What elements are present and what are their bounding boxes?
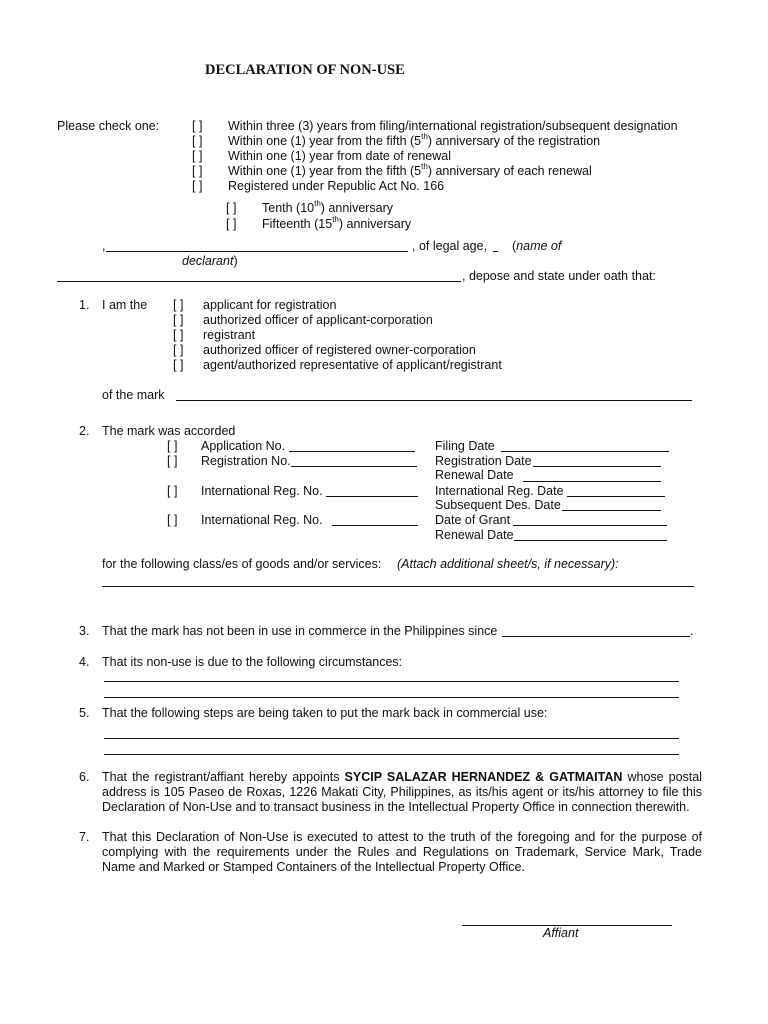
classes-label: for the following class/es of goods and/or services:	[102, 557, 382, 571]
intl-reg-date-line[interactable]	[567, 496, 665, 497]
circumstances-line-1[interactable]	[104, 681, 679, 682]
declarant-word: declarant)	[182, 254, 238, 268]
item1-number: 1.	[79, 298, 90, 312]
intl-reg-date-label: International Reg. Date	[435, 484, 564, 498]
filing-date-label: Filing Date	[435, 439, 495, 453]
checkbox-opt1[interactable]: [ ]	[192, 119, 203, 133]
item6-number: 6.	[79, 770, 90, 784]
item1-checkbox[interactable]: [ ]	[173, 298, 184, 312]
declarant-name-line[interactable]	[106, 251, 408, 252]
renewal-date-line[interactable]	[523, 481, 661, 482]
item1-option: applicant for registration	[203, 298, 337, 312]
of-the-mark-label: of the mark	[102, 388, 165, 402]
renewal-date-label-2: Renewal Date	[435, 528, 514, 542]
classes-line[interactable]	[102, 586, 694, 587]
item1-checkbox[interactable]: [ ]	[173, 343, 184, 357]
item4-number: 4.	[79, 655, 90, 669]
checkbox-opt4[interactable]: [ ]	[192, 164, 203, 178]
option-date-of-renewal: Within one (1) year from date of renewal	[228, 149, 452, 163]
intl-no2-checkbox[interactable]: [ ]	[167, 513, 178, 527]
attach-note: (Attach additional sheet/s, if necessary):	[397, 557, 619, 571]
filing-date-line[interactable]	[501, 451, 669, 452]
registration-no-line[interactable]	[291, 466, 417, 467]
intl-reg-no-label: International Reg. No.	[201, 484, 323, 498]
item3-text: That the mark has not been in use in commerce in the Philippines since	[102, 624, 498, 638]
item6-text: That the registrant/affiant hereby appoints SYCIP SALAZAR HERNANDEZ & GATMAITAN whose postal address is 105 Paseo de Roxas, 1226 Makati City, Philippines, as its/his agent or its/his attorney to file this Declaration of Non-Use and to transact business in the Intellectual Property Office in connection therewith.	[102, 770, 703, 814]
item7-text: That this Declaration of Non-Use is executed to attest to the truth of the foregoing and for the purpose of complying with the requirements under the Rules and Regulations on Trademark, Service Mark, Trade Name and Marked or Stamped Containers of the Intellectual Property Office.	[102, 830, 702, 874]
item5-number: 5.	[79, 706, 90, 720]
date-of-grant-label: Date of Grant	[435, 513, 511, 527]
subsequent-des-date-line[interactable]	[562, 510, 661, 511]
item1-option: authorized officer of applicant-corporation	[203, 313, 433, 327]
intl-reg-no-label-2: International Reg. No.	[201, 513, 323, 527]
item3-number: 3.	[79, 624, 90, 638]
of-legal-age: , of legal age,	[412, 239, 488, 253]
item3-end: .	[690, 624, 694, 638]
renewal-date-label: Renewal Date	[435, 468, 514, 482]
item1-lead: I am the	[102, 298, 148, 312]
item2-lead: The mark was accorded	[102, 424, 236, 438]
item1-checkbox[interactable]: [ ]	[173, 358, 184, 372]
renewal-date-line-2[interactable]	[514, 540, 667, 541]
page-title: DECLARATION OF NON-USE	[205, 62, 405, 78]
mark-line[interactable]	[176, 400, 692, 401]
registration-no-label: Registration No.	[201, 454, 291, 468]
subsequent-des-date-label: Subsequent Des. Date	[435, 498, 561, 512]
address-line[interactable]	[57, 281, 461, 282]
option-tenth-anniversary: Tenth (10th) anniversary	[262, 198, 394, 215]
checkbox-opt2[interactable]: [ ]	[192, 134, 203, 148]
option-fifth-anniversary-renewal: Within one (1) year from the fifth (5th) anniversary of each renewal	[228, 161, 592, 178]
checkbox-opt5[interactable]: [ ]	[192, 179, 203, 193]
reg-no-checkbox[interactable]: [ ]	[167, 454, 178, 468]
registration-date-line[interactable]	[533, 466, 661, 467]
item1-option: authorized officer of registered owner-corporation	[203, 343, 476, 357]
checkbox-opt3[interactable]: [ ]	[192, 149, 203, 163]
date-of-grant-line[interactable]	[513, 525, 667, 526]
item7-number: 7.	[79, 830, 90, 844]
item2-number: 2.	[79, 424, 90, 438]
intl-no1-checkbox[interactable]: [ ]	[167, 484, 178, 498]
registration-date-label: Registration Date	[435, 454, 532, 468]
application-no-line[interactable]	[289, 451, 415, 452]
intl-reg-no-line-2[interactable]	[332, 525, 418, 526]
item1-option: agent/authorized representative of applicant/registrant	[203, 358, 502, 372]
item1-checkbox[interactable]: [ ]	[173, 328, 184, 342]
steps-line-2[interactable]	[104, 754, 679, 755]
affiant-label: Affiant	[543, 926, 579, 940]
checkbox-tenth[interactable]: [ ]	[226, 201, 237, 215]
since-line[interactable]	[502, 636, 690, 637]
option-fifteenth-anniversary: Fifteenth (15th) anniversary	[262, 214, 412, 231]
law-firm-name: SYCIP SALAZAR HERNANDEZ & GATMAITAN	[344, 770, 623, 784]
item5-text: That the following steps are being taken to put the mark back in commercial use:	[102, 706, 548, 720]
application-no-label: Application No.	[201, 439, 286, 453]
checkbox-fifteenth[interactable]: [ ]	[226, 217, 237, 231]
app-no-checkbox[interactable]: [ ]	[167, 439, 178, 453]
comma-mark: ,	[102, 239, 106, 253]
item1-option: registrant	[203, 328, 256, 342]
item1-checkbox[interactable]: [ ]	[173, 313, 184, 327]
intl-reg-no-line[interactable]	[326, 496, 418, 497]
option-within-three-years: Within three (3) years from filing/international registration/subsequent designation	[228, 119, 678, 133]
depose-text: , depose and state under oath that:	[462, 269, 656, 283]
check-label: Please check one:	[57, 119, 160, 133]
age-blank-line[interactable]	[493, 251, 498, 252]
option-ra-166: Registered under Republic Act No. 166	[228, 179, 445, 193]
name-of-declarant: (name of	[512, 239, 562, 253]
option-fifth-anniversary-registration: Within one (1) year from the fifth (5th) anniversary of the registration	[228, 131, 601, 148]
item4-text: That its non-use is due to the following circumstances:	[102, 655, 403, 669]
circumstances-line-2[interactable]	[104, 697, 679, 698]
steps-line-1[interactable]	[104, 738, 679, 739]
